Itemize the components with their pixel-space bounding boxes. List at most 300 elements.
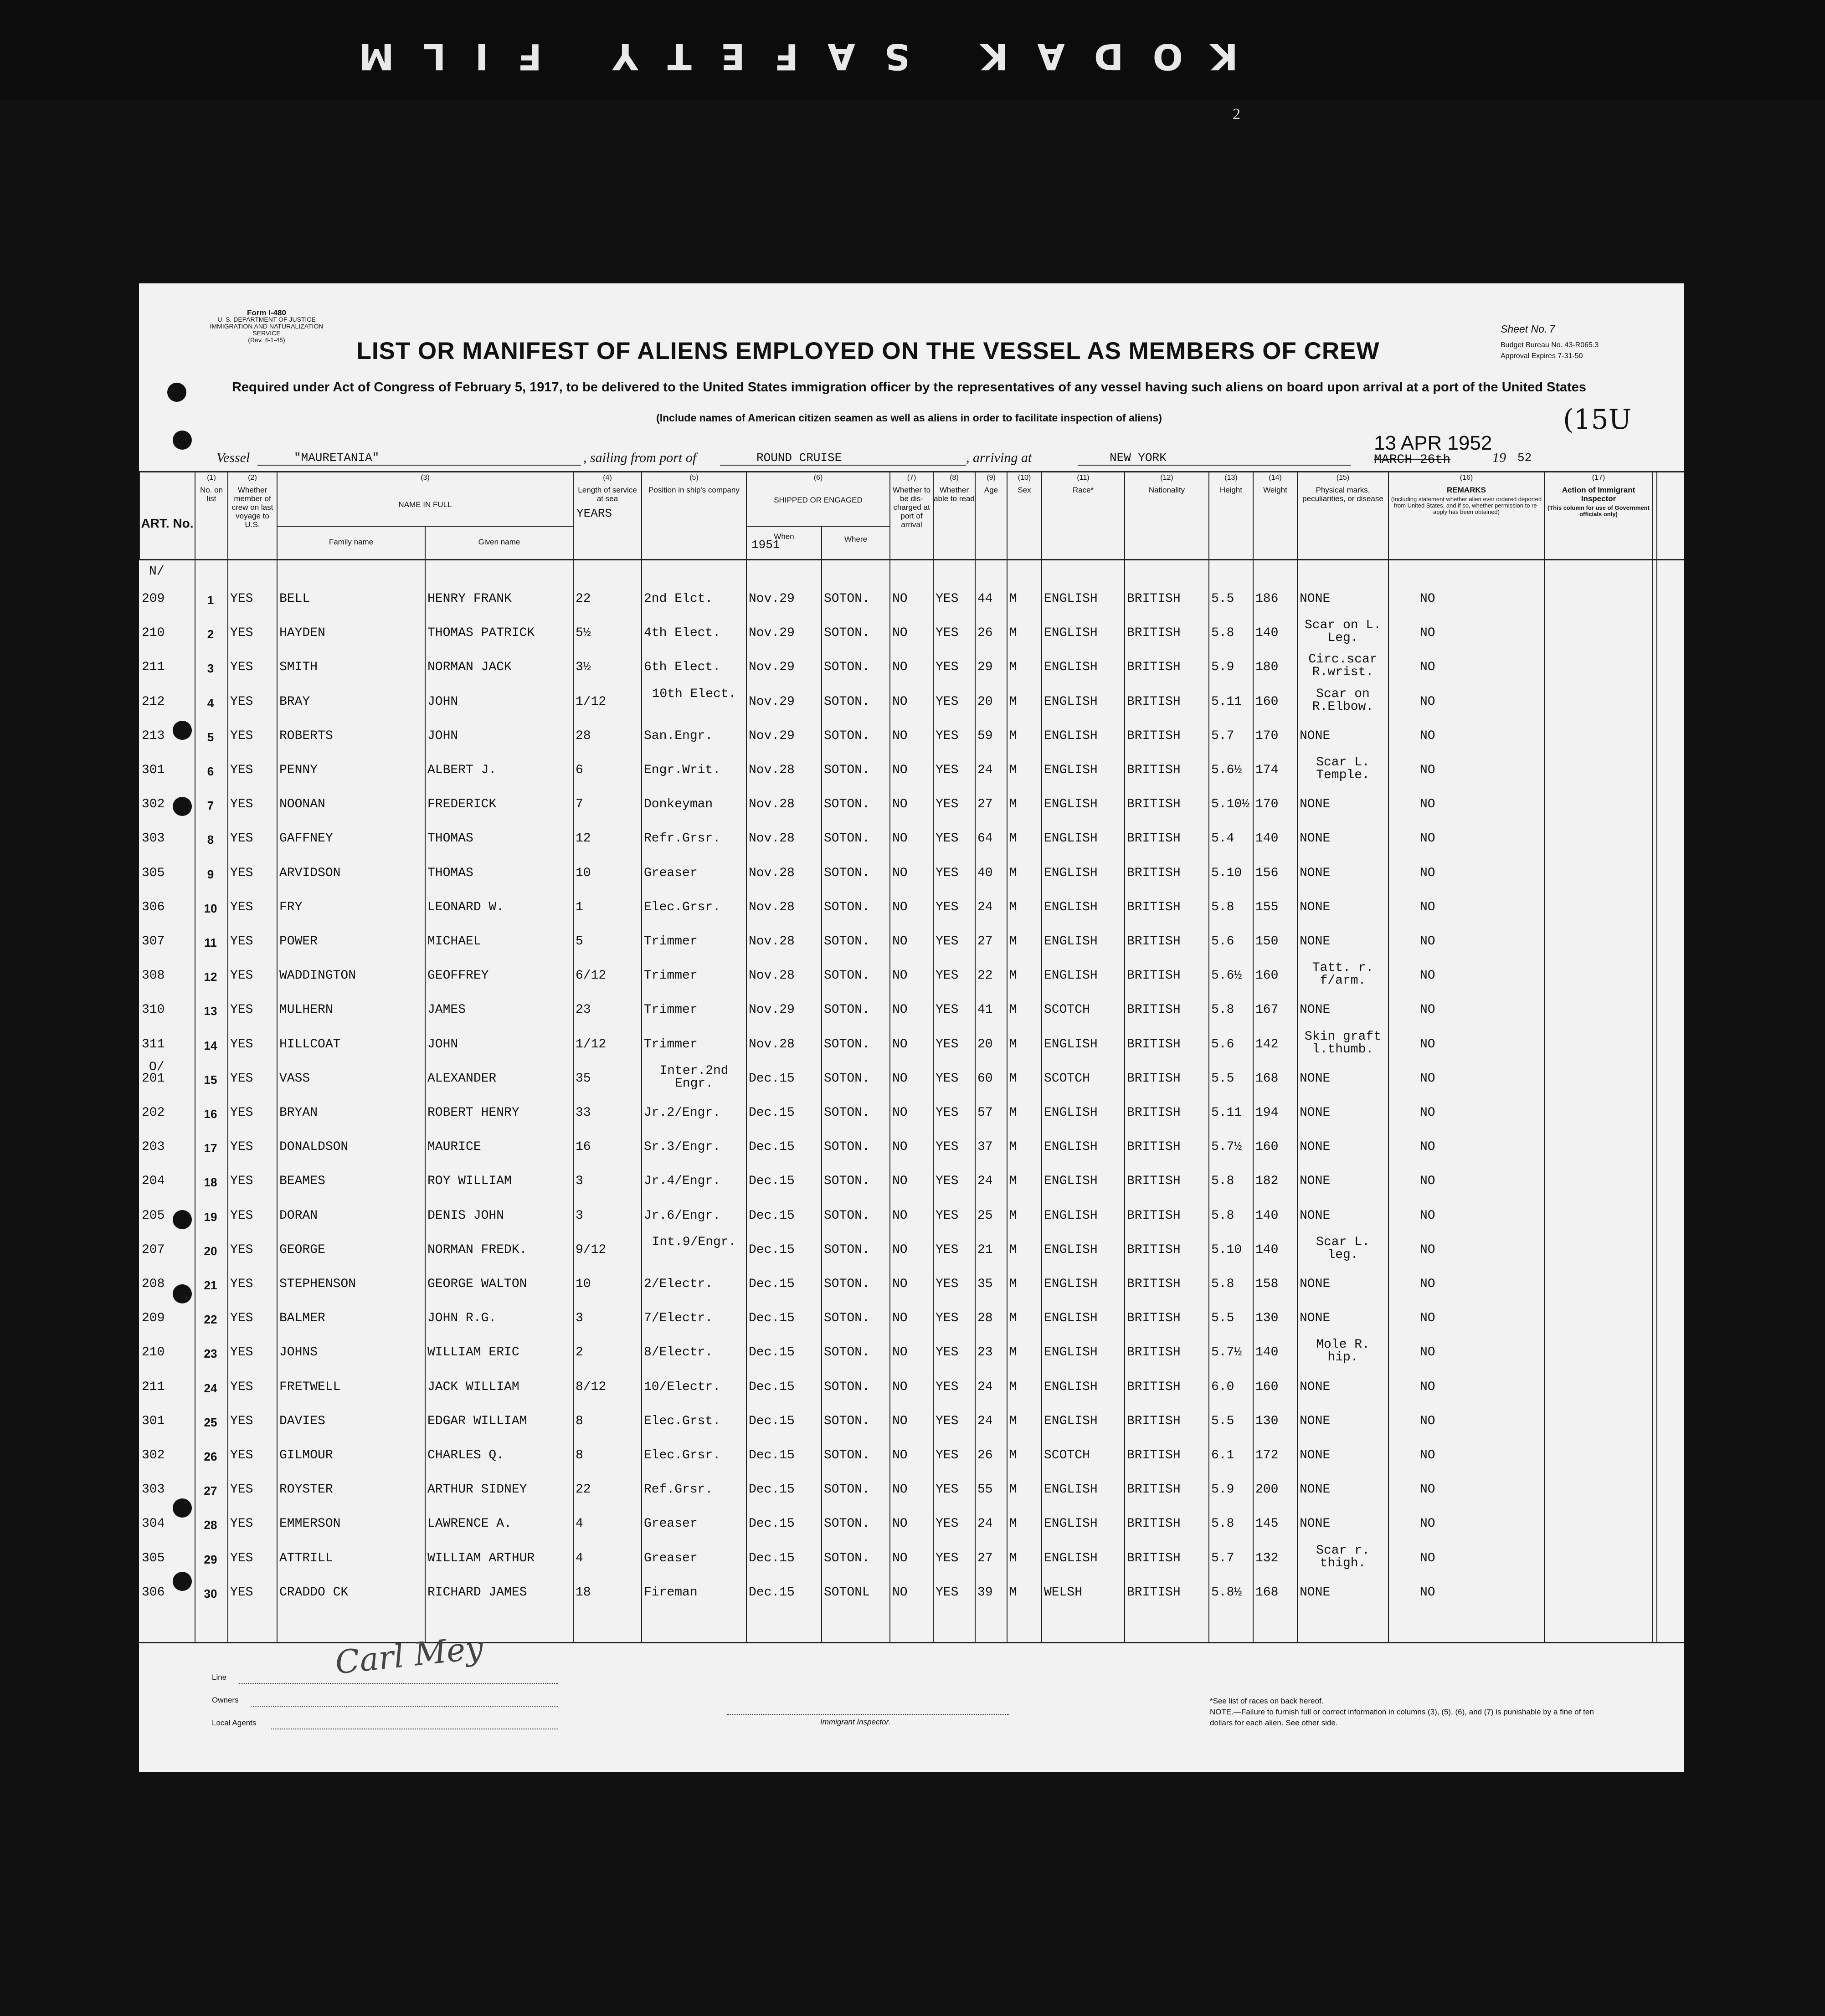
cell-given: MAURICE [427,1140,481,1154]
inspector-label: Immigrant Inspector. [820,1718,891,1726]
year-prefix: 19 [1492,450,1506,465]
column-rule [641,559,642,1642]
cell-pos: Fireman [644,1585,698,1600]
column-rule [1041,559,1042,1642]
cell-pos: Refr.Grsr. [644,831,721,846]
cell-given: JAMES [427,1003,466,1017]
cell-family: VASS [279,1071,310,1086]
col-length-of-service: (4) Length of service at sea YEARS [573,471,641,559]
cell-sex: M [1009,1517,1017,1531]
cell-wt: 182 [1255,1174,1279,1189]
cell-nat: BRITISH [1127,592,1181,606]
cell-age: 59 [977,728,993,743]
column-rule [746,559,747,1642]
column-rule [1544,559,1545,1642]
cell-crew: YES [230,1585,253,1600]
cell-marks: NONE [1300,1517,1331,1531]
col-crew-last-voyage: (2) Whether member of crew on last voyage to U.S. [227,471,277,559]
cell-age: 26 [977,626,993,641]
cell-race: ENGLISH [1044,660,1098,675]
cell-race: ENGLISH [1044,1242,1098,1257]
cell-where: SOTON. [824,1174,870,1189]
cell-dis: NO [892,660,908,675]
cell-pos: 6th Elect. [644,660,721,675]
col-nationality: (12) Nationality [1124,471,1208,559]
list-number: 7 [207,799,214,813]
cell-crew: YES [230,1277,253,1291]
owners-label: Owners [212,1696,239,1704]
cell-nat: BRITISH [1127,900,1181,914]
cell-read: YES [936,626,959,641]
cell-read: YES [936,797,959,812]
cell-age: 23 [977,1345,993,1360]
budget-bureau: Budget Bureau No. 43-R065.3 [1501,341,1599,349]
cell-wt: 168 [1255,1585,1279,1600]
cell-given: GEORGE WALTON [427,1277,527,1291]
cell-marks: NONE [1300,1071,1331,1086]
sheet-number-label: Sheet No. [1501,323,1547,335]
cell-family: FRY [279,900,303,914]
cell-nat: BRITISH [1127,1003,1181,1017]
cell-ht: 5.8 [1211,1517,1234,1531]
cell-dis: NO [892,763,908,777]
cell-wt: 194 [1255,1106,1279,1120]
list-number: 14 [204,1038,217,1052]
cell-art: 202 [142,1106,165,1120]
cell-svc: 28 [576,728,591,743]
cell-dis: NO [892,1071,908,1086]
cell-family: JOHNS [279,1345,318,1360]
cell-nat: BRITISH [1127,694,1181,709]
cell-when: Dec.15 [749,1174,795,1189]
cell-nat: BRITISH [1127,969,1181,983]
cell-family: POWER [279,934,318,949]
cell-wt: 155 [1255,900,1279,914]
cell-race: ENGLISH [1044,1174,1098,1189]
cell-read: YES [936,1517,959,1531]
cell-race: ENGLISH [1044,1140,1098,1154]
cell-marks: NONE [1300,797,1331,812]
cell-nat: BRITISH [1127,763,1181,777]
cell-age: 20 [977,694,993,709]
cell-family: DORAN [279,1208,318,1223]
cell-where: SOTON. [824,763,870,777]
cell-marks: NONE [1300,1414,1331,1428]
column-rule [227,559,228,1642]
cell-pos: Engr.Writ. [644,763,721,777]
cell-ht: 5.9 [1211,1483,1234,1497]
cell-art: 208 [142,1277,165,1291]
cell-art: 308 [142,969,165,983]
cell-given: CHARLES Q. [427,1448,504,1462]
cell-given: LEONARD W. [427,900,504,914]
cell-svc: 10 [576,866,591,880]
cell-dis: NO [892,694,908,709]
cell-marks: NONE [1300,831,1331,846]
cell-remarks: NO [1420,969,1435,983]
cell-nat: BRITISH [1127,1585,1181,1600]
cell-race: ENGLISH [1044,1106,1098,1120]
cell-race: ENGLISH [1044,934,1098,949]
cell-given: WILLIAM ERIC [427,1345,519,1360]
cell-nat: BRITISH [1127,660,1181,675]
cell-ht: 5.9 [1211,660,1234,675]
cell-dis: NO [892,1414,908,1428]
cell-wt: 170 [1255,797,1279,812]
cell-wt: 167 [1255,1003,1279,1017]
cell-sex: M [1009,592,1017,606]
cell-crew: YES [230,1448,253,1462]
col-age: (9) Age [975,471,1007,559]
cell-crew: YES [230,592,253,606]
cell-pos: Inter.2nd Engr. [659,1063,729,1091]
cell-dis: NO [892,969,908,983]
cell-nat: BRITISH [1127,1174,1181,1189]
cell-ht: 5.4 [1211,831,1234,846]
cell-svc: 22 [576,592,591,606]
cell-crew: YES [230,1414,253,1428]
cell-marks: NONE [1300,1208,1331,1223]
cell-wt: 140 [1255,626,1279,641]
cell-when: Dec.15 [749,1345,795,1360]
cell-age: 39 [977,1585,993,1600]
cell-marks: NONE [1300,1585,1331,1600]
cell-crew: YES [230,1140,253,1154]
list-number: 3 [207,662,214,676]
cell-given: HENRY FRANK [427,592,512,606]
cell-marks: Scar on R.Elbow. [1312,687,1374,714]
cell-when: Dec.15 [749,1277,795,1291]
cell-nat: BRITISH [1127,866,1181,880]
cell-when: Nov.28 [749,831,795,846]
cell-nat: BRITISH [1127,1517,1181,1531]
cell-sex: M [1009,934,1017,949]
cell-sex: M [1009,831,1017,846]
cell-nat: BRITISH [1127,1242,1181,1257]
cell-sex: M [1009,1448,1017,1462]
cell-dis: NO [892,1585,908,1600]
cell-art: 301 [142,763,165,777]
cell-race: ENGLISH [1044,694,1098,709]
cell-svc: 5 [576,934,583,949]
col-sex: (10) Sex [1007,471,1041,559]
cell-wt: 174 [1255,763,1279,777]
cell-crew: YES [230,1071,253,1086]
cell-remarks: NO [1420,1311,1435,1326]
cell-where: SOTON. [824,1037,870,1052]
cell-nat: BRITISH [1127,1448,1181,1462]
cell-svc: 8 [576,1414,583,1428]
cell-dis: NO [892,1311,908,1326]
fine-note: NOTE.—Failure to furnish full or correct information in columns (3), (5), (6), and (7) is punishable by a fine of ten dollars for each alien. See other side. [1210,1708,1594,1727]
cell-read: YES [936,1208,959,1223]
cell-marks: NONE [1300,728,1331,743]
cell-art: 211 [142,1380,165,1394]
table-header-rule [139,559,1684,560]
cell-art: 210 [142,626,165,641]
sailing-port: ROUND CRUISE [756,451,842,465]
cell-wt: 172 [1255,1448,1279,1462]
cell-crew: YES [230,1311,253,1326]
cell-crew: YES [230,1106,253,1120]
cell-svc: 8 [576,1448,583,1462]
cell-nat: BRITISH [1127,1414,1181,1428]
cell-dis: NO [892,1448,908,1462]
cell-wt: 150 [1255,934,1279,949]
cell-age: 55 [977,1483,993,1497]
cell-remarks: NO [1420,1106,1435,1120]
cell-family: EMMERSON [279,1517,341,1531]
cell-age: 28 [977,1311,993,1326]
cell-marks: NONE [1300,1106,1331,1120]
cell-where: SOTON. [824,1208,870,1223]
cell-sex: M [1009,1140,1017,1154]
cell-ht: 5.6 [1211,934,1234,949]
cell-age: 24 [977,900,993,914]
cell-remarks: NO [1420,1551,1435,1565]
cell-art: 310 [142,1003,165,1017]
col-discharged: (7) Whether to be dis-charged at port of arrival [889,471,933,559]
manifest-sheet [139,283,1684,1772]
cell-sex: M [1009,1277,1017,1291]
cell-remarks: NO [1420,1037,1435,1052]
cell-pos: 2/Electr. [644,1277,713,1291]
art-prefix: O/ [149,1060,165,1074]
cell-marks: Scar on L. Leg. [1304,618,1382,646]
cell-read: YES [936,1037,959,1052]
cell-sex: M [1009,1037,1017,1052]
cell-age: 44 [977,592,993,606]
cell-ht: 5.7½ [1211,1140,1242,1154]
cell-age: 26 [977,1448,993,1462]
cell-wt: 156 [1255,866,1279,880]
cell-when: Nov.29 [749,592,795,606]
approval-expiry: Approval Expires 7-31-50 [1501,352,1583,360]
cell-ht: 6.0 [1211,1380,1234,1394]
cell-read: YES [936,1311,959,1326]
column-rule [975,559,976,1642]
cell-when: Nov.29 [749,660,795,675]
cell-remarks: NO [1420,797,1435,812]
cell-given: ROBERT HENRY [427,1106,519,1120]
cell-dis: NO [892,1003,908,1017]
cell-ht: 5.10 [1211,1242,1242,1257]
cell-given: JOHN [427,694,458,709]
punch-hole [173,1498,192,1518]
cell-sex: M [1009,763,1017,777]
cell-read: YES [936,592,959,606]
cell-remarks: NO [1420,1174,1435,1189]
cell-ht: 5.6½ [1211,763,1242,777]
cell-pos: 2nd Elct. [644,592,713,606]
cell-age: 22 [977,969,993,983]
punch-hole [167,383,186,402]
cell-age: 64 [977,831,993,846]
cell-age: 60 [977,1071,993,1086]
cell-where: SOTON. [824,1380,870,1394]
cell-age: 20 [977,1037,993,1052]
list-number: 19 [204,1210,217,1224]
col-able-to-read: (8) Whether able to read [933,471,975,559]
cell-where: SOTON. [824,1551,870,1565]
cell-dis: NO [892,797,908,812]
cell-ht: 5.6½ [1211,969,1242,983]
cell-ht: 5.5 [1211,1414,1234,1428]
cell-remarks: NO [1420,934,1435,949]
cell-read: YES [936,660,959,675]
cell-remarks: NO [1420,1380,1435,1394]
cell-ht: 5.8 [1211,1208,1234,1223]
cell-sex: M [1009,1551,1017,1565]
cell-crew: YES [230,1003,253,1017]
cell-remarks: NO [1420,1003,1435,1017]
cell-family: ROYSTER [279,1483,333,1497]
cell-pos: 4th Elect. [644,626,721,641]
cell-age: 24 [977,1174,993,1189]
list-number: 23 [204,1347,217,1361]
cell-remarks: NO [1420,1277,1435,1291]
cell-nat: BRITISH [1127,934,1181,949]
cell-sex: M [1009,1106,1017,1120]
cell-marks: NONE [1300,1003,1331,1017]
cell-read: YES [936,934,959,949]
cell-sex: M [1009,1345,1017,1360]
cell-svc: 4 [576,1551,583,1565]
cell-pos: Elec.Grsr. [644,1448,721,1462]
cell-read: YES [936,763,959,777]
cell-ht: 5.11 [1211,694,1242,709]
cell-age: 24 [977,763,993,777]
cell-dis: NO [892,1106,908,1120]
cell-where: SOTON. [824,934,870,949]
list-number: 4 [207,696,214,710]
cell-when: Dec.15 [749,1106,795,1120]
cell-race: ENGLISH [1044,1345,1098,1360]
cell-remarks: NO [1420,592,1435,606]
cell-given: THOMAS [427,831,473,846]
cell-marks: NONE [1300,900,1331,914]
cell-read: YES [936,1551,959,1565]
struck-date: MARCH 26th [1374,453,1451,467]
cell-given: EDGAR WILLIAM [427,1414,527,1428]
col-no-on-list: (1) No. on list [195,471,227,559]
col-name-in-full: (3) NAME IN FULL [277,471,573,526]
cell-where: SOTON. [824,1003,870,1017]
cell-family: GEORGE [279,1242,325,1257]
cell-crew: YES [230,969,253,983]
cell-remarks: NO [1420,728,1435,743]
col-given-name: Given name [425,526,573,559]
cell-race: ENGLISH [1044,728,1098,743]
cell-marks: Scar r. thigh. [1316,1543,1370,1570]
cell-where: SOTON. [824,1345,870,1360]
cell-marks: NONE [1300,1174,1331,1189]
cell-dis: NO [892,1517,908,1531]
cell-svc: 16 [576,1140,591,1154]
cell-race: ENGLISH [1044,866,1098,880]
cell-dis: NO [892,1380,908,1394]
cell-nat: BRITISH [1127,1071,1181,1086]
cell-crew: YES [230,797,253,812]
cell-wt: 140 [1255,1242,1279,1257]
cell-given: JACK WILLIAM [427,1380,519,1394]
col-art-no: ART. No. [139,471,195,559]
cell-marks: Scar L. Temple. [1316,755,1370,782]
cell-art: 212 [142,694,165,709]
cell-sex: M [1009,728,1017,743]
cell-art: 209 [142,1311,165,1326]
col-family-name: Family name [277,526,425,559]
cell-age: 24 [977,1380,993,1394]
cell-when: Dec.15 [749,1311,795,1326]
cell-family: HAYDEN [279,626,325,641]
cell-marks: NONE [1300,1448,1331,1462]
cell-sex: M [1009,660,1017,675]
cell-crew: YES [230,1037,253,1052]
cell-wt: 160 [1255,1140,1279,1154]
cell-art: 301 [142,1414,165,1428]
cell-family: SMITH [279,660,318,675]
cell-pos: Donkeyman [644,797,713,812]
cell-remarks: NO [1420,1208,1435,1223]
cell-dis: NO [892,1277,908,1291]
column-rule [1652,471,1653,1642]
cell-race: ENGLISH [1044,1551,1098,1565]
cell-sex: M [1009,1174,1017,1189]
sheet-info [1501,320,1633,362]
cell-marks: Tatt. r. f/arm. [1312,961,1374,988]
cell-wt: 160 [1255,694,1279,709]
cell-crew: YES [230,694,253,709]
cell-family: BEAMES [279,1174,325,1189]
cell-pos: Trimmer [644,934,698,949]
cell-ht: 5.10½ [1211,797,1250,812]
cell-read: YES [936,1277,959,1291]
cell-nat: BRITISH [1127,1380,1181,1394]
cell-given: NORMAN FREDK. [427,1242,527,1257]
cell-crew: YES [230,1517,253,1531]
cell-sex: M [1009,1071,1017,1086]
cell-dis: NO [892,831,908,846]
column-rule [1124,559,1125,1642]
list-number: 11 [204,936,217,949]
cell-svc: 3 [576,1174,583,1189]
cell-when: Dec.15 [749,1517,795,1531]
cell-sex: M [1009,1585,1017,1600]
cell-crew: YES [230,831,253,846]
cell-ht: 5.8 [1211,626,1234,641]
cell-where: SOTON. [824,728,870,743]
cell-where: SOTON. [824,694,870,709]
cell-art: 210 [142,1345,165,1360]
cell-given: MICHAEL [427,934,481,949]
cell-age: 25 [977,1208,993,1223]
cell-family: BRAY [279,694,310,709]
cell-wt: 140 [1255,1208,1279,1223]
cell-given: DENIS JOHN [427,1208,504,1223]
cell-remarks: NO [1420,1345,1435,1360]
cell-svc: 35 [576,1071,591,1086]
cell-read: YES [936,1242,959,1257]
cell-remarks: NO [1420,866,1435,880]
cell-when: Nov.29 [749,694,795,709]
cell-svc: 7 [576,797,583,812]
cell-pos: 7/Electr. [644,1311,713,1326]
page-title: LIST OR MANIFEST OF ALIENS EMPLOYED ON THE VESSEL AS MEMBERS OF CREW [356,338,1380,364]
cell-where: SOTON. [824,1140,870,1154]
cell-pos: Greaser [644,1517,698,1531]
cell-where: SOTON. [824,592,870,606]
